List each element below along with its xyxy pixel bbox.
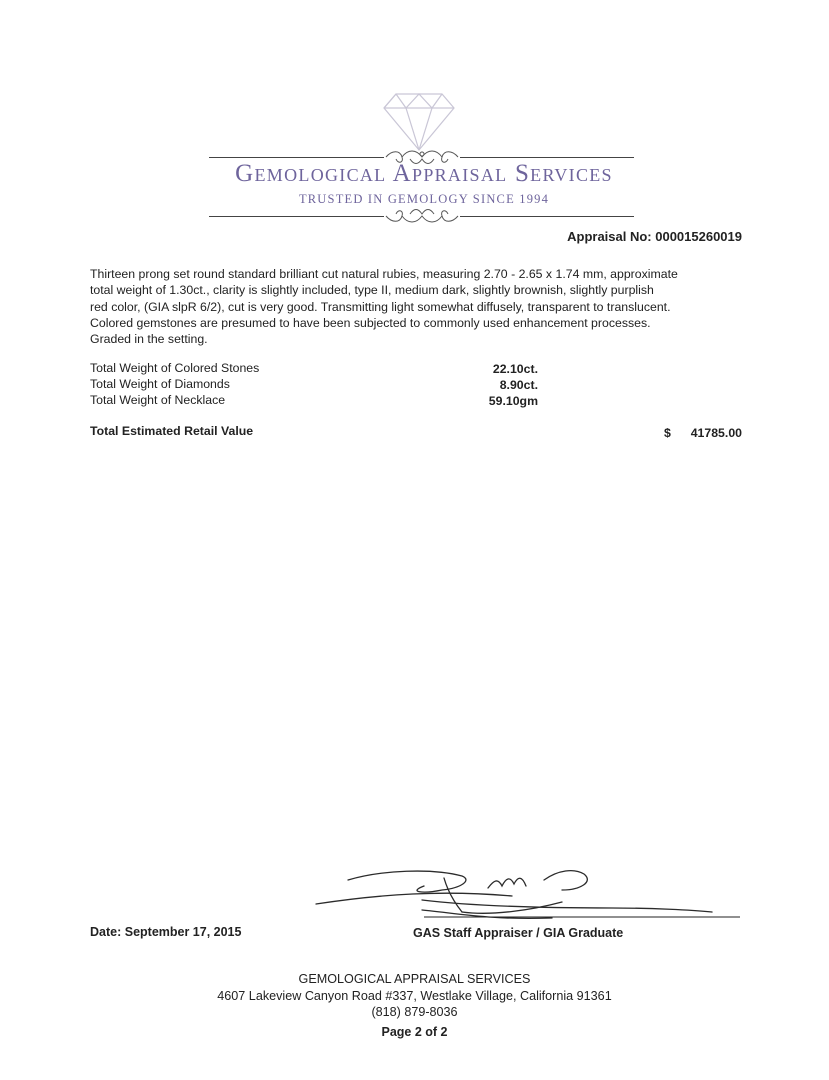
footer-company-name: GEMOLOGICAL APPRAISAL SERVICES [298, 972, 531, 986]
weight-value-diamonds: 8.90ct. [499, 378, 538, 392]
retail-value-label: Total Estimated Retail Value [90, 424, 254, 438]
header-rule-bottom-right [460, 216, 634, 217]
description-line: total weight of 1.30ct., clarity is slightly included, type II, medium dark, slightly brownish, slightly purplish [90, 283, 654, 298]
company-tagline: TRUSTED IN GEMOLOGY SINCE 1994 [298, 192, 550, 206]
header-rule-top-right [460, 157, 634, 158]
retail-value-currency: $ [664, 426, 671, 440]
signature-mark [312, 862, 742, 922]
description-line: Colored gemstones are presumed to have been subjected to commonly used enhancement processes. [90, 315, 651, 330]
item-description [90, 266, 752, 347]
appraisal-number: Appraisal No: 000015260019 [567, 229, 742, 244]
description-line: red color, (GIA slpR 6/2), cut is very good. Transmitting light somewhat diffusely, transparent to translucent. [90, 299, 671, 314]
weight-label-necklace: Total Weight of Necklace [90, 393, 226, 407]
scroll-ornament-bottom-icon [384, 206, 460, 228]
description-line: Graded in the setting. [90, 332, 208, 347]
page-number: Page 2 of 2 [381, 1025, 448, 1039]
company-name: Gemological Appraisal Services [235, 160, 613, 187]
weight-value-necklace: 59.10gm [488, 394, 538, 408]
footer-phone: (818) 879-8036 [371, 1005, 458, 1019]
header-rule-top-left [209, 157, 384, 158]
appraisal-date: Date: September 17, 2015 [90, 925, 242, 939]
weight-label-diamonds: Total Weight of Diamonds [90, 377, 230, 391]
description-line: Thirteen prong set round standard brilliant cut natural rubies, measuring 2.70 - 2.65 x 1.74 mm, approximate [90, 267, 678, 281]
weight-value-colored-stones: 22.10ct. [492, 362, 538, 376]
weight-label-colored-stones: Total Weight of Colored Stones [90, 361, 260, 375]
header-rule-bottom-left [209, 216, 384, 217]
appraiser-title: GAS Staff Appraiser / GIA Graduate [413, 926, 624, 940]
retail-value-amount: 41785.00 [690, 426, 742, 440]
diamond-icon [382, 88, 456, 152]
footer-address: 4607 Lakeview Canyon Road #337, Westlake Village, California 91361 [217, 989, 612, 1003]
